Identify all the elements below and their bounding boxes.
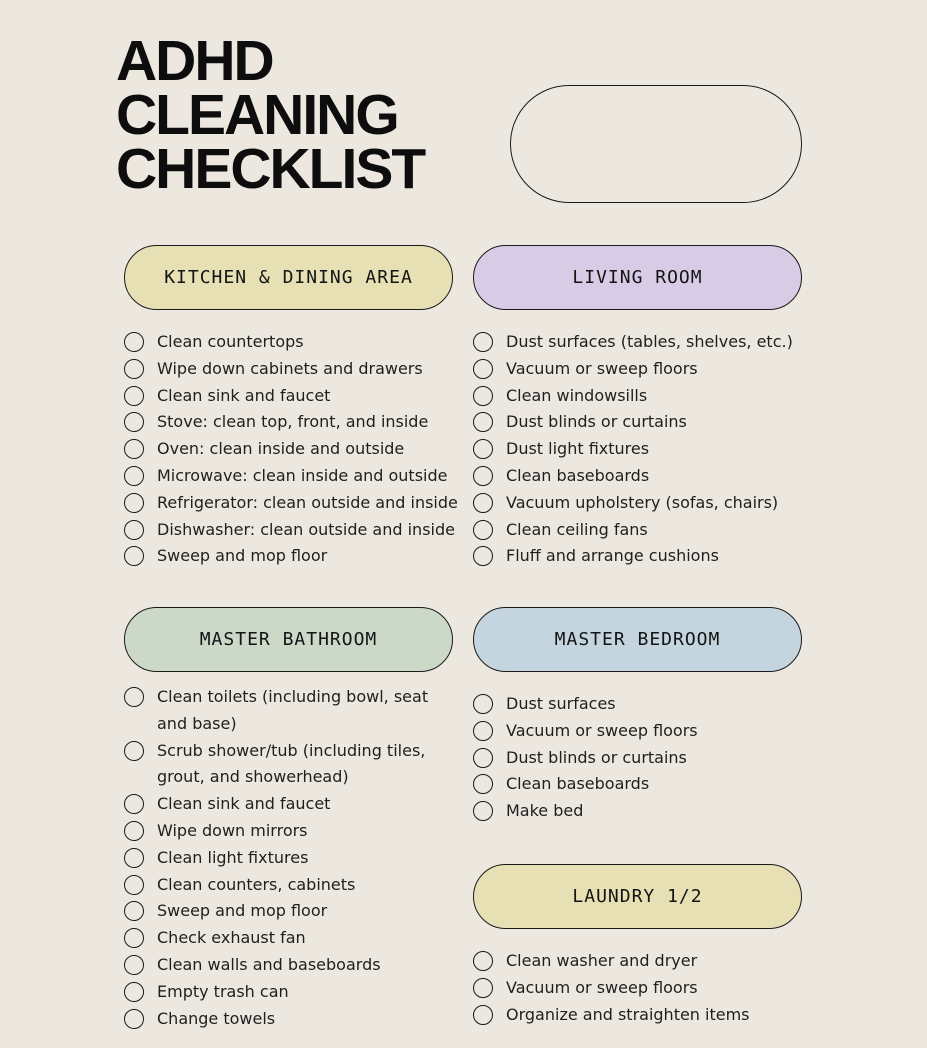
checklist-item bbox=[124, 684, 457, 738]
checkbox-circle[interactable] bbox=[124, 439, 144, 459]
checklist-item bbox=[124, 356, 464, 383]
checkbox-circle[interactable] bbox=[124, 359, 144, 379]
checklist-item bbox=[124, 791, 464, 818]
checklist-item-label: Dust surfaces (tables, shelves, etc.) bbox=[506, 332, 793, 351]
checklist-item-label: Dust blinds or curtains bbox=[506, 412, 687, 432]
checkbox-circle[interactable] bbox=[473, 520, 493, 540]
checklist-item bbox=[473, 771, 813, 798]
checklist-item-label: Clean sink and faucet bbox=[157, 794, 331, 814]
checklist-item-label: Vacuum or sweep floors bbox=[506, 977, 698, 997]
checklist-item-label: Dust blinds or curtains bbox=[506, 747, 687, 767]
checklist-item bbox=[473, 543, 813, 570]
checklist-item-label: Sweep and mop floor bbox=[157, 901, 328, 921]
checklist-laundry bbox=[473, 948, 813, 1028]
checklist-item bbox=[124, 517, 464, 544]
checklist-item bbox=[473, 436, 813, 463]
checklist-item-label: Dust light fixtures bbox=[506, 439, 650, 459]
checklist-item bbox=[124, 925, 464, 952]
checklist-item-label: Clean countertops bbox=[157, 332, 304, 351]
checklist-item-label: Check exhaust fan bbox=[157, 928, 306, 948]
checklist-item-label: Clean baseboards bbox=[506, 774, 650, 794]
checkbox-circle[interactable] bbox=[124, 386, 144, 406]
checklist-item bbox=[124, 329, 464, 356]
checkbox-circle[interactable] bbox=[473, 439, 493, 459]
checklist-item bbox=[473, 517, 813, 544]
checklist-item-label: Vacuum or sweep floors bbox=[506, 720, 698, 740]
checklist-item bbox=[124, 898, 464, 925]
checklist-item-label: Clean ceiling fans bbox=[506, 519, 648, 539]
section-heading-label: KITCHEN & DINING AREA bbox=[164, 267, 413, 288]
checklist-kitchen bbox=[124, 329, 464, 570]
checkbox-circle[interactable] bbox=[473, 801, 493, 821]
checkbox-circle[interactable] bbox=[473, 546, 493, 566]
checklist-item bbox=[124, 738, 457, 792]
checkbox-circle[interactable] bbox=[473, 748, 493, 768]
checklist-bathroom bbox=[124, 684, 464, 1032]
checklist-item-label: Clean baseboards bbox=[506, 465, 650, 485]
checklist-bedroom bbox=[473, 691, 813, 825]
checklist-item bbox=[124, 952, 464, 979]
checklist-item-label: Wipe down mirrors bbox=[157, 820, 308, 840]
section-heading-bathroom bbox=[124, 607, 453, 672]
checkbox-circle[interactable] bbox=[473, 978, 493, 998]
title-line-3: CHECKLIST bbox=[116, 137, 425, 201]
checklist-item-label: Sweep and mop floor bbox=[157, 546, 328, 566]
checklist-living-room bbox=[473, 329, 813, 570]
checklist-item-label: Refrigerator: clean outside and inside bbox=[157, 492, 458, 512]
checklist-item-label: Clean light fixtures bbox=[157, 847, 309, 867]
checklist-item bbox=[473, 798, 813, 825]
section-heading-label: MASTER BATHROOM bbox=[199, 629, 378, 650]
checkbox-circle[interactable] bbox=[473, 359, 493, 379]
checkbox-circle[interactable] bbox=[124, 687, 144, 707]
checklist-item bbox=[473, 356, 813, 383]
checklist-item-label: Organize and straighten items bbox=[506, 1004, 750, 1024]
checkbox-circle[interactable] bbox=[473, 466, 493, 486]
section-heading-kitchen bbox=[124, 245, 453, 310]
checklist-item bbox=[124, 979, 464, 1006]
checkbox-circle[interactable] bbox=[124, 982, 144, 1002]
checklist-item-label: Clean washer and dryer bbox=[506, 951, 698, 970]
checklist-item-label: Clean toilets (including bowl, seat and base) bbox=[157, 687, 429, 733]
checklist-item bbox=[473, 691, 813, 718]
checkbox-circle[interactable] bbox=[124, 901, 144, 921]
checklist-item-label: Fluff and arrange cushions bbox=[506, 546, 719, 566]
checklist-item-label: Clean sink and faucet bbox=[157, 385, 331, 405]
checkbox-circle[interactable] bbox=[124, 546, 144, 566]
checklist-item-label: Dishwasher: clean outside and inside bbox=[157, 519, 455, 539]
checkbox-circle[interactable] bbox=[124, 332, 144, 352]
checklist-item bbox=[124, 872, 464, 899]
checkbox-circle[interactable] bbox=[473, 694, 493, 714]
checkbox-circle[interactable] bbox=[124, 466, 144, 486]
checkbox-circle[interactable] bbox=[124, 412, 144, 432]
checklist-item-label: Vacuum or sweep floors bbox=[506, 358, 698, 378]
title-line-2: CLEANING bbox=[116, 83, 398, 147]
checklist-item bbox=[473, 1002, 813, 1029]
checklist-item bbox=[473, 463, 813, 490]
checklist-item-label: Microwave: clean inside and outside bbox=[157, 465, 448, 485]
checklist-item-label: Clean counters, cabinets bbox=[157, 874, 356, 894]
checkbox-circle[interactable] bbox=[473, 951, 493, 971]
checklist-item bbox=[473, 948, 813, 975]
checklist-item-label: Dust surfaces bbox=[506, 694, 616, 713]
section-heading-label: LAUNDRY 1/2 bbox=[572, 886, 703, 907]
checklist-item bbox=[473, 329, 813, 356]
checkbox-circle[interactable] bbox=[124, 741, 144, 761]
section-heading-label: MASTER BEDROOM bbox=[554, 629, 721, 650]
checklist-item-label: Clean walls and baseboards bbox=[157, 954, 381, 974]
checkbox-circle[interactable] bbox=[124, 493, 144, 513]
checklist-item bbox=[473, 745, 813, 772]
checkbox-circle[interactable] bbox=[473, 332, 493, 352]
checkbox-circle[interactable] bbox=[124, 520, 144, 540]
checklist-item-label: Empty trash can bbox=[157, 981, 289, 1001]
checklist-item bbox=[124, 383, 464, 410]
checklist-item-label: Clean windowsills bbox=[506, 385, 648, 405]
checklist-item-label: Stove: clean top, front, and inside bbox=[157, 412, 429, 432]
section-heading-laundry bbox=[473, 864, 802, 929]
checkbox-circle[interactable] bbox=[124, 955, 144, 975]
checklist-item bbox=[473, 718, 813, 745]
checkbox-circle[interactable] bbox=[473, 412, 493, 432]
checklist-item-label: Oven: clean inside and outside bbox=[157, 439, 405, 459]
checkbox-circle[interactable] bbox=[473, 774, 493, 794]
checklist-item bbox=[124, 543, 464, 570]
name-box[interactable] bbox=[510, 85, 802, 203]
checklist-item-label: Scrub shower/tub (including tiles, grout, and showerhead) bbox=[157, 740, 426, 787]
checkbox-circle[interactable] bbox=[124, 875, 144, 895]
checkbox-circle[interactable] bbox=[124, 1009, 144, 1029]
section-heading-label: LIVING ROOM bbox=[572, 267, 703, 288]
section-heading-living-room bbox=[473, 245, 802, 310]
checklist-item bbox=[124, 1006, 464, 1033]
checklist-item-label: Vacuum upholstery (sofas, chairs) bbox=[506, 492, 779, 512]
checkbox-circle[interactable] bbox=[124, 794, 144, 814]
checklist-item bbox=[124, 845, 464, 872]
checkbox-circle[interactable] bbox=[124, 848, 144, 868]
checklist-item bbox=[124, 436, 464, 463]
checklist-item bbox=[473, 383, 813, 410]
checkbox-circle[interactable] bbox=[473, 493, 493, 513]
checklist-item bbox=[124, 463, 464, 490]
checkbox-circle[interactable] bbox=[124, 821, 144, 841]
checkbox-circle[interactable] bbox=[473, 1005, 493, 1025]
checklist-item-label: Wipe down cabinets and drawers bbox=[157, 358, 423, 378]
checkbox-circle[interactable] bbox=[124, 928, 144, 948]
checklist-item-label: Make bed bbox=[506, 801, 584, 821]
checklist-item bbox=[473, 409, 813, 436]
section-heading-bedroom bbox=[473, 607, 802, 672]
checklist-item-label: Change towels bbox=[157, 1008, 276, 1028]
title-line-1: ADHD bbox=[116, 29, 273, 93]
checklist-item bbox=[473, 490, 813, 517]
checklist-item bbox=[124, 490, 464, 517]
page-title bbox=[116, 29, 425, 201]
checklist-item bbox=[473, 975, 813, 1002]
checklist-item bbox=[124, 818, 464, 845]
checkbox-circle[interactable] bbox=[473, 721, 493, 741]
checkbox-circle[interactable] bbox=[473, 386, 493, 406]
checklist-item bbox=[124, 409, 464, 436]
